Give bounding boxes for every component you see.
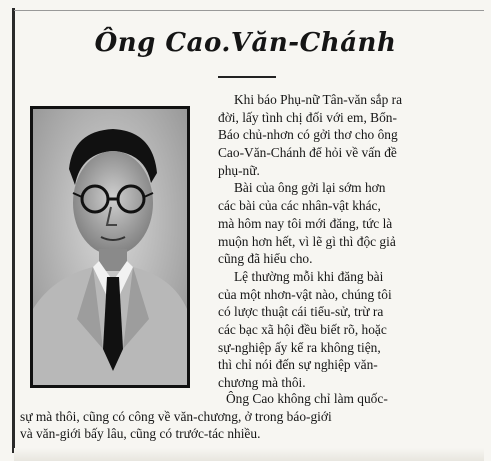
text-line: Ông Cao không chỉ làm quốc- [226, 391, 388, 406]
article-full-width-text [20, 390, 480, 443]
page-bottom-edge [14, 448, 484, 461]
text-line: có lược thuật cái tiểu-sử, trừ ra [218, 304, 384, 320]
text-line: đời, lấy tình chị đối với em, Bổn- [218, 109, 397, 125]
text-line: các bạc xã hội đều biết rõ, hoặc [218, 321, 387, 337]
text-line: Bài của ông gởi lại sớm hơn [234, 180, 386, 196]
column-rule [12, 8, 15, 453]
text-line: phụ-nữ. [218, 162, 260, 178]
text-line: sự-nghiệp ấy kể ra không tiện, [218, 339, 381, 355]
text-line: sự mà thôi, cũng có công về văn-chương, ở trong báo-giới [20, 408, 332, 424]
text-line: Khi báo Phụ-nữ Tân-văn sắp ra [234, 92, 403, 107]
portrait-icon [33, 109, 187, 385]
article-title: Ông Cao.Văn-Chánh [94, 28, 397, 58]
portrait-photo [30, 106, 190, 388]
title-underline [218, 76, 276, 78]
text-line: và văn-giới bấy lâu, cũng có trước-tác nhiều. [20, 426, 261, 442]
text-line: muộn hơn hết, vì lẽ gì thì độc giả [218, 233, 396, 249]
text-line: thì chỉ nói đến sự nghiệp văn- [218, 357, 378, 373]
top-rule [14, 10, 484, 11]
text-line: của một nhơn-vật nào, chúng tôi [218, 286, 392, 302]
text-line: chương mà thôi. [218, 375, 306, 390]
text-line: Lệ thường mỗi khi đăng bài [234, 268, 384, 284]
text-line: các bài của các nhân-vật khác, [218, 198, 381, 214]
article-column-text [218, 91, 480, 392]
text-line: Báo chủ-nhơn có gởi thơ cho ông [218, 127, 398, 143]
text-line: Cao-Văn-Chánh để hỏi về vấn đề [218, 145, 397, 161]
text-line: cũng đã hiểu cho. [218, 251, 313, 267]
text-line: mà hôm nay tôi mới đăng, tức là [218, 215, 393, 231]
